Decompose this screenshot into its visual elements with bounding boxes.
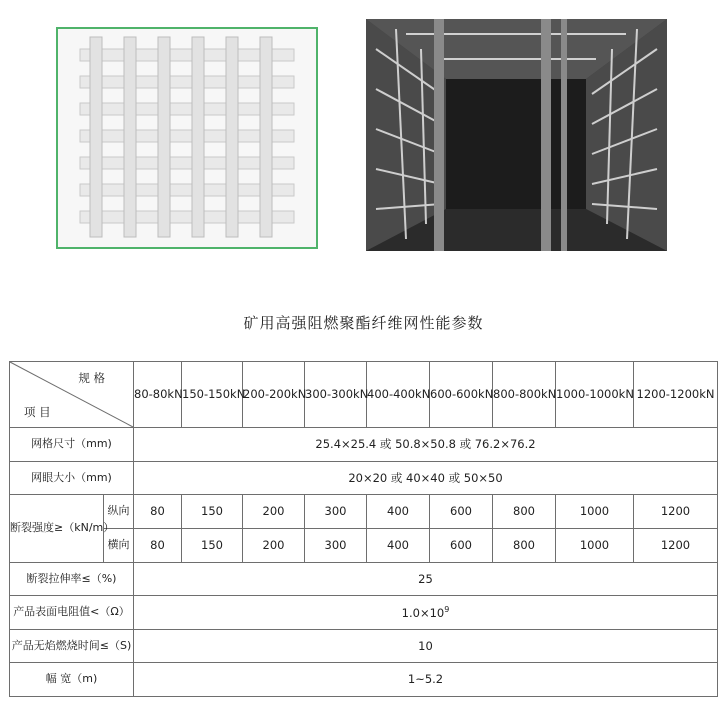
- elongation-label: 断裂拉伸率≤（%): [10, 563, 134, 596]
- table-cell: 600: [430, 495, 493, 529]
- elongation-value: 25: [134, 563, 718, 596]
- fiber-grid-illustration: [58, 29, 316, 247]
- mine-shaft-illustration: [366, 19, 667, 251]
- table-row: [10, 596, 718, 630]
- hole-size-value: 20×20 或 40×40 或 50×50: [134, 462, 718, 495]
- header-row: [10, 362, 718, 428]
- corner-spec-label: 规 格: [78, 371, 105, 385]
- table-cell: 400: [367, 529, 430, 563]
- column-header: 1000-1000kN: [556, 362, 634, 428]
- break-strength-label: 断裂强度≥（kN/m）: [10, 495, 104, 563]
- table-cell: 800: [493, 529, 556, 563]
- table-cell: 150: [182, 529, 243, 563]
- resistance-label: 产品表面电阻值<（Ω）: [10, 596, 134, 630]
- column-header: 400-400kN: [367, 362, 430, 428]
- column-header: 150-150kN: [182, 362, 243, 428]
- corner-header-cell: [10, 362, 134, 428]
- table-cell: 150: [182, 495, 243, 529]
- product-image-grid: [56, 27, 318, 249]
- mesh-size-label: 网格尺寸（mm): [10, 428, 134, 462]
- column-header: 200-200kN: [243, 362, 305, 428]
- table-cell: 400: [367, 495, 430, 529]
- table-cell: 600: [430, 529, 493, 563]
- table-cell: 300: [305, 529, 367, 563]
- table-cell: 200: [243, 529, 305, 563]
- spec-table: [9, 361, 718, 697]
- mesh-size-value: 25.4×25.4 或 50.8×50.8 或 76.2×76.2: [134, 428, 718, 462]
- hole-size-label: 网眼大小（mm): [10, 462, 134, 495]
- table-cell: 80: [134, 495, 182, 529]
- transverse-label: 横向: [104, 529, 134, 563]
- table-row: [10, 529, 718, 563]
- table-row: [10, 428, 718, 462]
- mine-shaft-photo: [366, 19, 667, 251]
- longitudinal-label: 纵向: [104, 495, 134, 529]
- resistance-base: 1.0×10: [401, 605, 445, 620]
- resistance-value: [134, 596, 718, 630]
- width-value: 1~5.2: [134, 663, 718, 697]
- table-row: [10, 495, 718, 529]
- table-cell: 1000: [556, 495, 634, 529]
- table-cell: 300: [305, 495, 367, 529]
- table-row: [10, 462, 718, 495]
- corner-item-label: 项 目: [24, 405, 51, 420]
- table-row: [10, 663, 718, 697]
- table-cell: 200: [243, 495, 305, 529]
- flame-time-label: 产品无焰燃烧时间≤（S): [10, 630, 134, 663]
- table-row: [10, 630, 718, 663]
- table-cell: 80: [134, 529, 182, 563]
- table-row: [10, 563, 718, 596]
- table-cell: 1200: [634, 495, 718, 529]
- column-header: 80-80kN: [134, 362, 182, 428]
- table-cell: 1000: [556, 529, 634, 563]
- table-cell: 1200: [634, 529, 718, 563]
- table-title: 矿用高强阻燃聚酯纤维网性能参数: [243, 314, 484, 332]
- column-header: 1200-1200kN: [634, 362, 718, 428]
- resistance-exponent: 9: [444, 604, 450, 614]
- column-header: 300-300kN: [305, 362, 367, 428]
- column-header: 800-800kN: [493, 362, 556, 428]
- width-label: 幅 宽（m): [10, 663, 134, 697]
- column-header: 600-600kN: [430, 362, 493, 428]
- flame-time-value: 10: [134, 630, 718, 663]
- table-cell: 800: [493, 495, 556, 529]
